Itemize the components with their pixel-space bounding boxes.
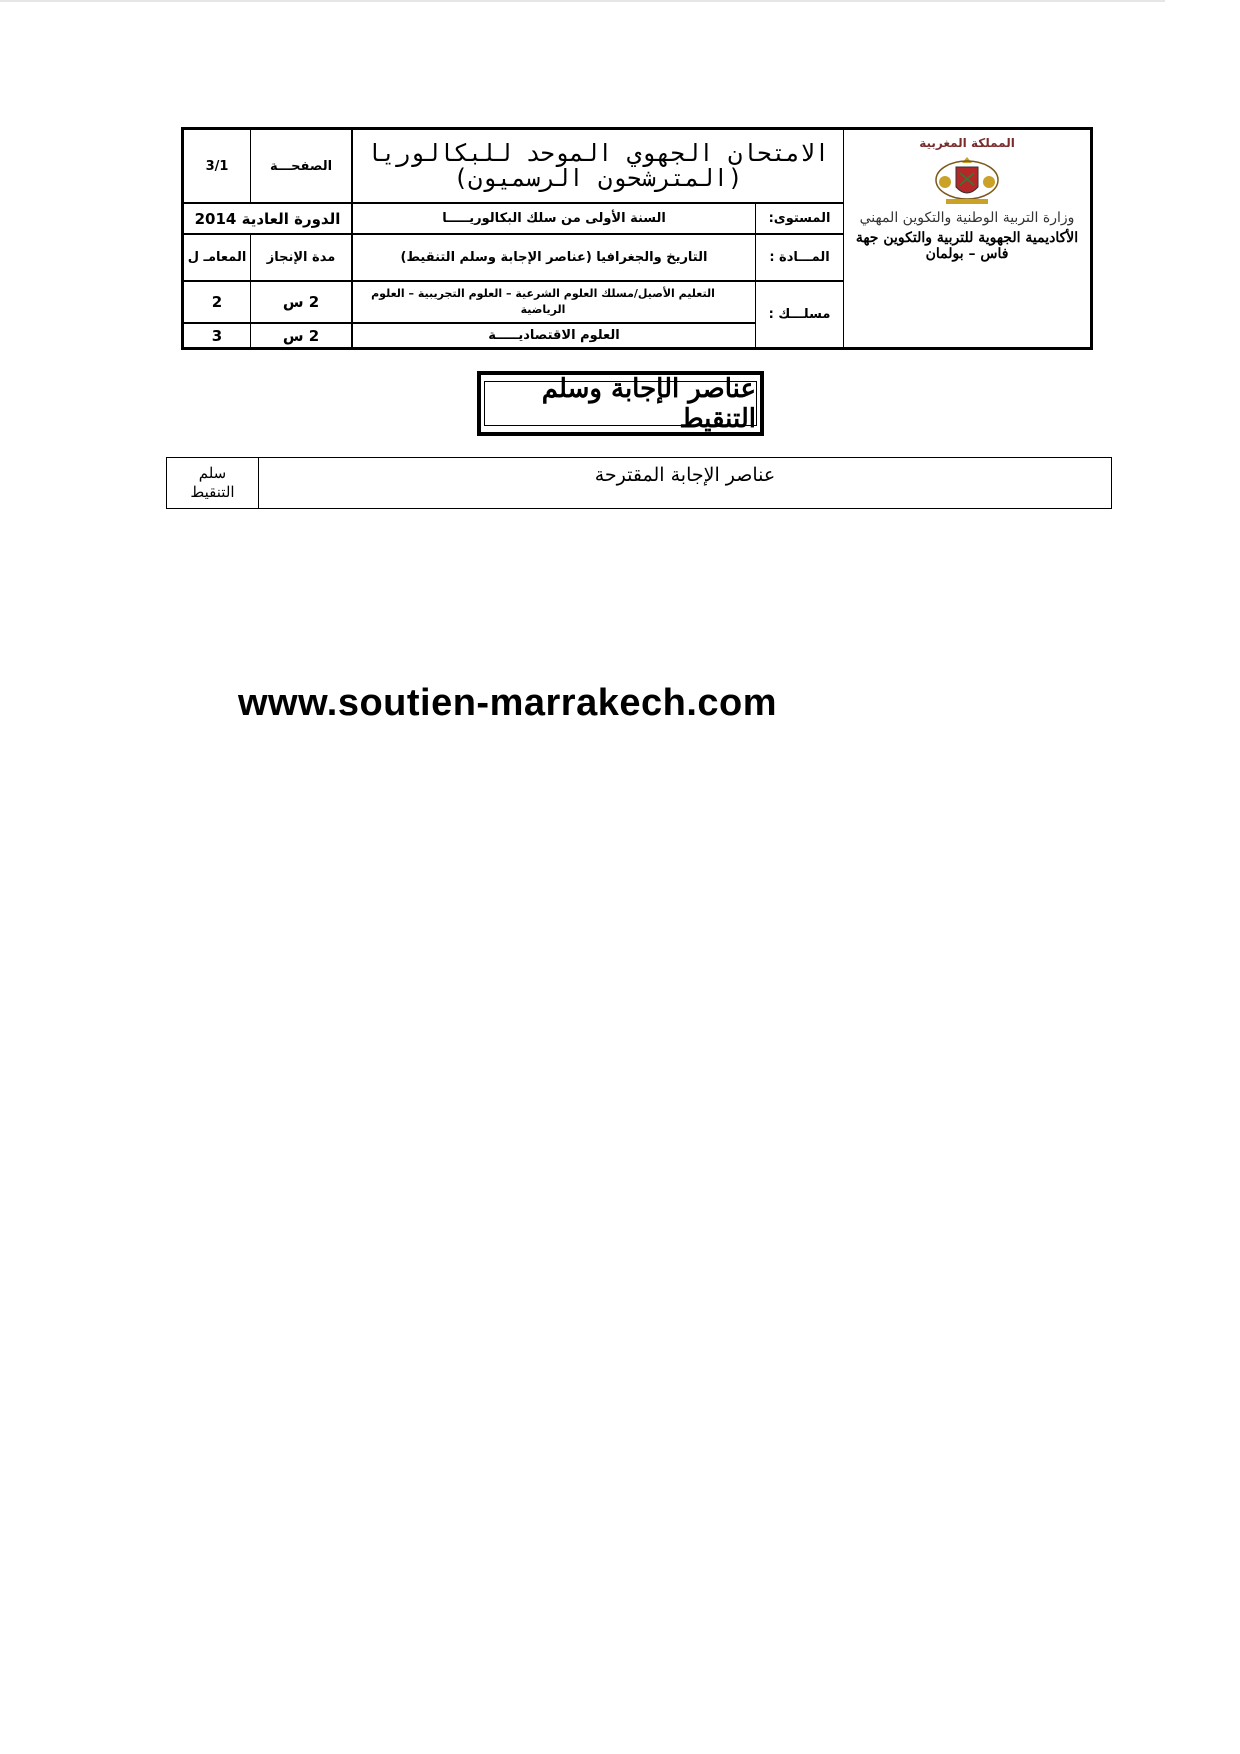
session-label: الدورة العادية 2014 (184, 204, 353, 235)
exam-title: الامتحان الجهوي الموحد للبكالوريا (المترشحون الرسميون) (353, 130, 844, 204)
website-watermark: www.soutien-marrakech.com (238, 682, 778, 724)
row1-track: التعليم الأصيل/مسلك العلوم الشرعية – العلوم التجريبية – العلوم الرياضية (353, 282, 756, 324)
top-edge-line (0, 0, 1165, 2)
row2-coef: 3 (184, 324, 251, 347)
kingdom-label: المملكة المغربية (919, 136, 1015, 150)
elements-header: عناصر الإجابة المقترحة (594, 464, 776, 486)
duration-label: مدة الإنجاز (251, 235, 353, 282)
coat-of-arms-icon (932, 154, 1002, 206)
subject-label: المـــادة : (756, 235, 844, 282)
ministry-name: وزارة التربية الوطنية والتكوين المهني (859, 210, 1075, 226)
scale-header-line1: سلم (198, 464, 227, 482)
exam-header-table (181, 127, 1093, 350)
row1-duration: 2 س (251, 282, 353, 324)
page-number: 3/1 (184, 130, 251, 204)
row2-duration: 2 س (251, 324, 353, 347)
academy-name: الأكاديمية الجهوية للتربية والتكوين جهة فاس – بولمان (855, 230, 1079, 262)
row1-coef: 2 (184, 282, 251, 324)
document-title: عناصر الإجابة وسلم التنقيط (484, 381, 757, 426)
track-label: مسلـــك : (756, 282, 844, 347)
subject-value: التاريخ والجغرافيا (عناصر الإجابة وسلم التنقيط) (353, 235, 756, 282)
level-value: السنة الأولى من سلك البكالوريـــــا (353, 204, 756, 235)
document-title-box (477, 371, 764, 436)
page-label: الصفحـــة (251, 130, 353, 204)
answer-table-header (166, 457, 1112, 509)
row2-track: العلوم الاقتصاديـــــة (353, 324, 756, 347)
ministry-block (844, 130, 1090, 347)
level-label: المستوى: (756, 204, 844, 235)
coef-label: المعامـ ل (184, 235, 251, 282)
scale-header-line2: التنقيط (190, 483, 235, 501)
scale-header (167, 458, 259, 508)
